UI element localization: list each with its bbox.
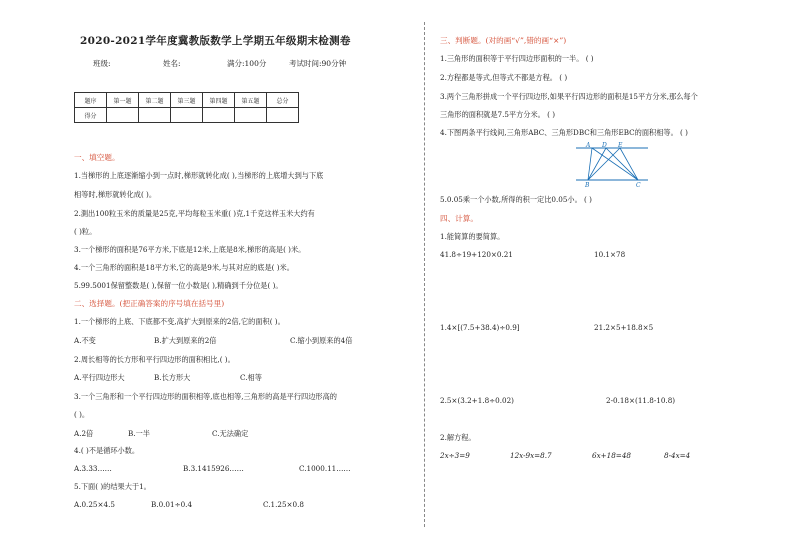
s3-line: 3.两个三角形拼成一个平行四边形,如果平行四边形的面积是15平方分米,那么每个 [440,92,698,101]
equation-item: 12x-9x=8.7 [510,451,552,460]
s3-line: 5.0.05乘一个小数,所得的积一定比0.05小。 ( ) [440,195,592,204]
score-cell[interactable] [139,108,171,123]
s3-line: 1.三角形的面积等于平行四边形面积的一半。 ( ) [440,54,594,63]
score-cell[interactable] [107,108,139,123]
s2-q4-option-a: A.3.33…… [74,464,112,473]
score-cell[interactable] [235,108,267,123]
s2-q4-option-b: B.3.1415926…… [183,464,244,473]
score-header-cell: 总分 [267,93,299,108]
s3-line: 三角形的面积就是7.5平方分米。 ( ) [440,110,556,119]
s2-q3-option-b: B.一半 [128,429,150,438]
section2-heading: 二、选择题。(把正确答案的序号填在括号里) [74,299,225,308]
full-score: 满分:100分 [227,59,267,68]
score-cell[interactable] [267,108,299,123]
calc-item: 2.5×(3.2+1.8÷0.02) [440,396,514,405]
equation-item: 2x÷3=9 [440,451,470,460]
s2-q1: 1.一个梯形的上底、下底都不变,高扩大到原来的2倍,它的面积( )。 [74,317,285,326]
page-title: 2020-2021学年度冀教版数学上学期五年级期末检测卷 [80,35,351,47]
triangle-abc [588,148,638,180]
s1-line: 3.一个梯形的面积是76平方米,下底是12米,上底是8米,梯形的高是( )米。 [74,245,306,254]
s2-q4: 4.( )不是循环小数。 [74,446,140,455]
score-header-cell: 第三题 [171,93,203,108]
s1-line: 1.当梯形的上底逐渐缩小到一点时,梯形就转化成( ),当梯形的上底增大到与下底 [74,171,324,180]
score-header-cell: 第二题 [139,93,171,108]
section3-heading: 三、判断题。(对的画“√”,错的画“×”) [440,36,567,45]
s2-q3-line1: 3.一个三角形和一个平行四边形的面积相等,底也相等,三角形的高是平行四边形高的 [74,392,337,401]
s2-q5-option-c: C.1.25×0.8 [263,500,304,509]
exam-time: 考试时间:90分钟 [289,59,347,68]
s1-line: 4.一个三角形的面积是18平方米,它的高是9米,与其对应的底是( )米。 [74,263,294,272]
s2-q2-option-c: C.相等 [240,373,262,382]
label-c: C [636,182,641,188]
s2-q3-option-c: C.无法确定 [212,429,249,438]
s2-q3-option-a: A.2倍 [74,429,94,438]
label-a: A [586,142,591,149]
section4-heading: 四、计算。 [440,214,478,223]
calc-item: 10.1×78 [594,250,626,259]
score-cell[interactable] [203,108,235,123]
s2-q5-option-b: B.0.01÷0.4 [151,500,193,509]
s2-q2-option-a: A.平行四边形大 [74,373,125,382]
score-header-cell: 第一题 [107,93,139,108]
column-divider [424,22,425,527]
section1-heading: 一、填空题。 [74,153,120,162]
s2-q1-option-c: C.缩小到原来的4倍 [290,336,353,345]
class-label: 班级: [93,59,111,68]
s1-line: 2.測出100粒玉米的质量是25克,平均每粒玉米重( )克,1千克这样玉米大约有 [74,209,315,218]
s3-line: 4.下图两条平行线间,三角形ABC、三角形DBC和三角形EBC的面积相等。 ( ) [440,128,688,137]
score-header-cell: 题序 [75,93,107,108]
s2-q2-option-b: B.长方形大 [154,373,191,382]
calc-item: 21.2×5+18.8×5 [594,323,654,332]
label-b: B [585,182,590,188]
score-table-header-row [75,93,299,108]
s4-sub2: 2.解方程。 [440,433,476,442]
s2-q2: 2.周长相等的长方形和平行四边形的面积相比,( )。 [74,355,235,364]
parallel-lines-figure [576,142,648,188]
s1-line: 5.99.5001保留整数是( ),保留一位小数是( ),精确到千分位是( )。 [74,281,283,290]
s2-q5-option-a: A.0.25×4.5 [74,500,115,509]
calc-item: 41.8÷19+120×0.21 [440,250,513,259]
label-d: D [602,142,607,149]
equation-item: 8-4x=4 [664,451,691,460]
score-table-score-row [75,108,299,123]
s4-sub1: 1.能简算的要简算。 [440,232,505,241]
s2-q3-line2: ( )。 [74,410,90,419]
score-row-label: 得分 [75,108,107,123]
calc-item: 1.4×[(7.5+38.4)÷0.9] [440,323,520,332]
score-table [74,92,299,123]
s2-q1-option-a: A.不变 [74,336,96,345]
calc-item: 2-0.18×(11.8-10.8) [606,396,676,405]
s1-line: ( )粒。 [74,227,97,236]
equation-item: 6x+18=48 [592,451,631,460]
s2-q4-option-c: C.1000.11…… [299,464,351,473]
score-cell[interactable] [171,108,203,123]
s2-q5: 5.下面( )的结果大于1。 [74,482,151,491]
label-e: E [618,142,623,149]
s2-q1-option-b: B.扩大到原来的2倍 [154,336,217,345]
name-label: 姓名: [163,59,181,68]
s3-line: 2.方程都是等式,但等式不都是方程。 ( ) [440,73,568,82]
s1-line: 相等时,梯形就转化成( )。 [74,190,157,199]
score-header-cell: 第四题 [203,93,235,108]
score-header-cell: 第五题 [235,93,267,108]
